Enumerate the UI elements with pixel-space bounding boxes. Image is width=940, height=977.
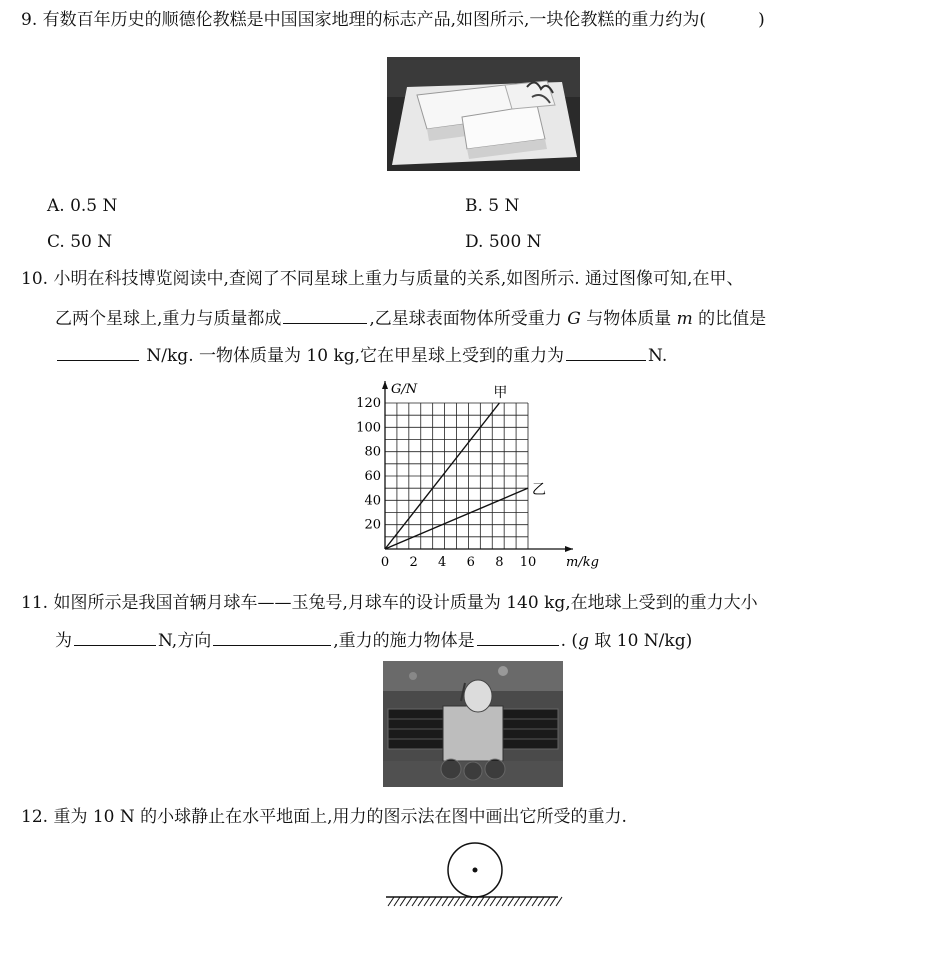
hatch-line	[556, 897, 562, 906]
q10-blank-1[interactable]	[283, 305, 367, 324]
y-tick-label: 100	[356, 420, 381, 436]
hatch-line	[430, 897, 436, 906]
series-label: 乙	[532, 482, 546, 499]
q12-stem: 12. 重为 10 N 的小球静止在水平地面上,用力的图示法在图中画出它所受的重力.	[21, 807, 627, 827]
q10-line1: 10. 小明在科技博览阅读中,查阅了不同星球上重力与质量的关系,如图所示. 通过图像可知,在甲、	[21, 269, 744, 289]
q10-blank-3[interactable]	[566, 342, 646, 361]
x-tick-label: 8	[495, 555, 504, 570]
x-tick-label: 0	[380, 555, 390, 570]
hatch-line	[388, 897, 394, 906]
q9-paren-close: )	[758, 10, 765, 30]
hatch-line	[466, 897, 472, 906]
y-tick-label: 20	[364, 517, 381, 533]
hatch-line	[400, 897, 406, 906]
hatch-line	[532, 897, 538, 906]
lunar-rover-photo	[383, 661, 563, 787]
q9-option-d: D. 500 N	[465, 232, 542, 252]
hatch-line	[538, 897, 544, 906]
q10-line2d: 的比值是	[698, 309, 767, 329]
hatch-line	[442, 897, 448, 906]
hatch-line	[418, 897, 424, 906]
q11-line2e: 取 10 N/kg)	[594, 631, 693, 651]
q10-symbol-m: m	[676, 309, 693, 329]
hatch-line	[406, 897, 412, 906]
q10-line2c: 与物体质量	[586, 309, 672, 329]
q11-blank-2[interactable]	[213, 627, 331, 646]
q9-option-b: B. 5 N	[465, 196, 520, 216]
q10-line3a: N/kg. 一物体质量为 10 kg,它在甲星球上受到的重力为	[146, 346, 565, 366]
hatch-line	[394, 897, 400, 906]
hatch-line	[472, 897, 478, 906]
q9-stem	[21, 8, 765, 32]
hatch-line	[502, 897, 508, 906]
hatch-line	[490, 897, 496, 906]
hatch-line	[424, 897, 430, 906]
cake-photo	[387, 57, 580, 171]
q11-line2	[55, 627, 692, 653]
y-tick-label: 80	[364, 444, 381, 460]
chart-tick-labels	[356, 396, 536, 570]
q9-option-c: C. 50 N	[47, 232, 113, 252]
hatch-line	[484, 897, 490, 906]
series-label: 甲	[493, 385, 508, 401]
q10-line3	[55, 342, 667, 368]
q11-blank-3[interactable]	[477, 627, 559, 646]
hatch-line	[550, 897, 556, 906]
hatch-line	[508, 897, 514, 906]
hatch-line	[454, 897, 460, 906]
y-tick-label: 40	[364, 493, 381, 509]
y-tick-label: 60	[364, 469, 381, 484]
hatch-line	[478, 897, 484, 906]
y-tick-label: 120	[356, 396, 381, 411]
q11-line2a: 为	[55, 631, 72, 651]
q10-line2a: 乙两个星球上,重力与质量都成	[55, 309, 282, 329]
q11-line2b: N,方向	[158, 631, 212, 651]
q9-stem-text: 9. 有数百年历史的顺德伦教糕是中国国家地理的标志产品,如图所示,一块伦教糕的重力约为(	[21, 10, 707, 30]
q11-line2c: ,重力的施力物体是	[333, 631, 475, 651]
x-axis-arrow	[565, 546, 573, 552]
ball-center-dot	[473, 868, 478, 873]
hatch-line	[520, 897, 526, 906]
q10-blank-2[interactable]	[57, 342, 139, 361]
q10-symbol-G: G	[567, 309, 581, 329]
x-tick-label: 6	[466, 555, 475, 570]
q9-option-a: A. 0.5 N	[47, 196, 118, 216]
hatch-line	[412, 897, 418, 906]
hatch-line	[526, 897, 532, 906]
q11-line2d: . (	[560, 631, 579, 651]
hatch-line	[496, 897, 502, 906]
hatch-line	[544, 897, 550, 906]
chart-y-axis-label: G/N	[391, 382, 418, 397]
q10-line2	[55, 305, 766, 331]
q11-line1: 11. 如图所示是我国首辆月球车——玉兔号,月球车的设计质量为 140 kg,在地球上受到的重力大小	[21, 593, 758, 613]
x-tick-label: 10	[519, 555, 537, 570]
hatch-line	[514, 897, 520, 906]
q10-line3b: N.	[648, 346, 668, 366]
chart-grid	[385, 403, 528, 549]
q10-line2b: ,乙星球表面物体所受重力	[369, 309, 562, 329]
hatch-line	[436, 897, 442, 906]
y-axis-arrow	[382, 381, 388, 389]
hatch-line	[448, 897, 454, 906]
ground-hatching	[388, 897, 562, 906]
chart-axes	[382, 381, 573, 552]
hatch-line	[460, 897, 466, 906]
x-tick-label: 4	[438, 555, 447, 570]
gravity-mass-chart	[340, 378, 600, 573]
ball-on-ground-figure	[384, 842, 560, 910]
x-tick-label: 2	[409, 555, 418, 570]
chart-x-axis-label: m/kg	[566, 555, 599, 570]
q11-symbol-g: g	[578, 631, 589, 651]
q11-blank-1[interactable]	[74, 627, 156, 646]
